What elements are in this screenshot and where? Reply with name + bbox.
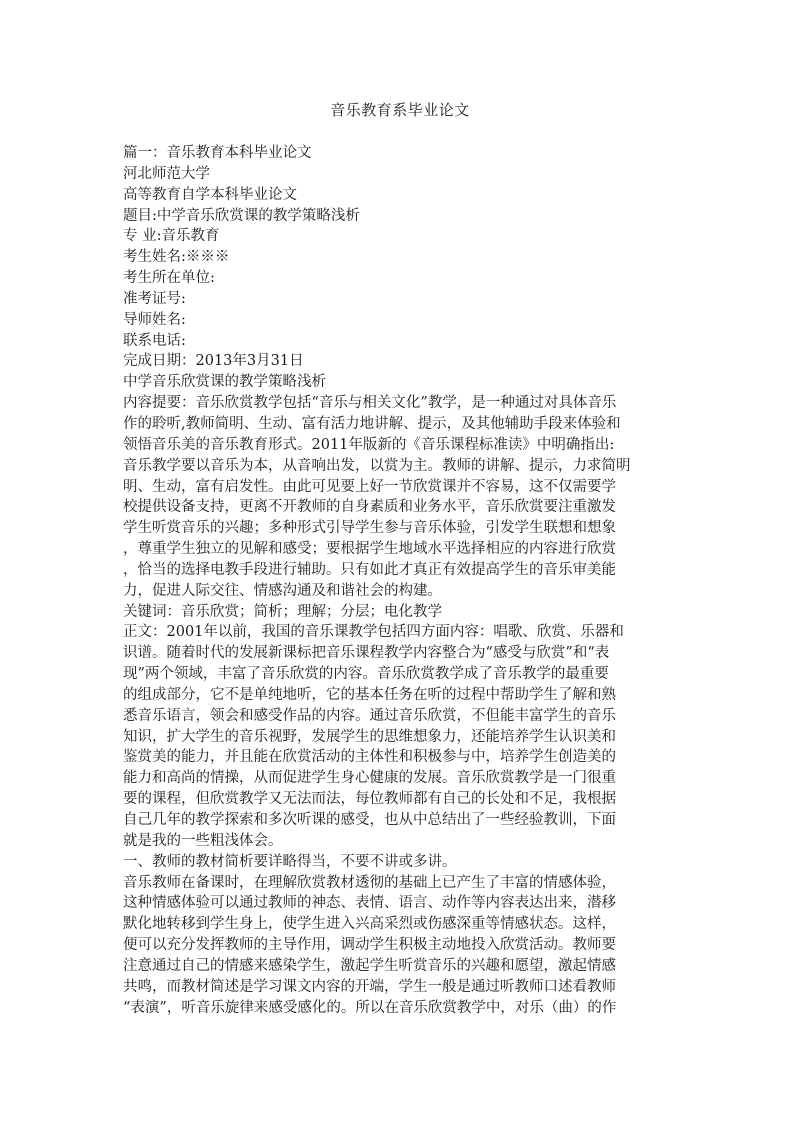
text-line: “表演”，听音乐旋律来感受感化的。所以在音乐欣赏教学中，对乐（曲）的作	[123, 999, 617, 1016]
text-line: 力，促进人际交往、情感沟通及和谐社会的构建。	[123, 582, 442, 599]
text-line: 考生姓名:※※※	[123, 249, 230, 266]
text-line: 导师姓名:	[123, 311, 186, 328]
text-line: 领悟音乐美的音乐教育形式。2011年版新的《音乐课程标准读》中明确指出:	[123, 436, 615, 453]
text-line: 知识，扩大学生的音乐视野，发展学生的思维想象力，还能培养学生认识美和	[123, 728, 616, 745]
text-line: 便可以充分发挥教师的主导作用，调动学生积极主动地投入欣赏活动。教师要	[123, 937, 616, 954]
text-line: 这种情感体验可以通过教师的神态、表情、语言、动作等内容表达出来，潜移	[123, 895, 616, 912]
text-line: 的组成部分，它不是单纯地听，它的基本任务在听的过程中帮助学生了解和熟	[123, 686, 616, 703]
document-title: 音乐教育系毕业论文	[330, 101, 470, 119]
text-line: 中学音乐欣赏课的教学策略浅析	[123, 374, 326, 391]
text-line: 一、教师的教材简析要详略得当，不要不讲或多讲。	[123, 853, 457, 870]
text-line: 题目:中学音乐欣赏课的教学策略浅析	[123, 207, 360, 224]
text-line: ，恰当的选择电教手段进行辅助。只有如此才真正有效提高学生的音乐审美能	[123, 561, 616, 578]
text-line: 专 业:音乐教育	[123, 228, 220, 245]
text-line: 联系电话:	[123, 332, 186, 349]
document-body	[123, 143, 687, 1018]
text-line: 音乐教师在备课时，在理解欣赏教材透彻的基础上已产生了丰富的情感体验，	[123, 874, 616, 891]
text-line: 悉音乐语言，领会和感受作品的内容。通过音乐欣赏，不但能丰富学生的音乐	[123, 707, 616, 724]
text-line: 完成日期：2013年3月31日	[123, 353, 304, 370]
text-line: 音乐教学要以音乐为本，从音响出发，以赏为主。教师的讲解、提示，力求简明	[123, 457, 631, 474]
text-line: 考生所在单位:	[123, 270, 215, 287]
text-line: 识谱。随着时代的发展新课标把音乐课程教学内容整合为“感受与欣赏”和“表	[123, 645, 610, 662]
text-line: 学生听赏音乐的兴趣；多种形式引导学生参与音乐体验，引发学生联想和想象	[123, 520, 616, 537]
text-line: 自己几年的教学探索和多次听课的感受，也从中总结出了一些经验教训，下面	[123, 812, 616, 828]
text-line: 校提供设备支持，更离不开教师的自身素质和业务水平，音乐欣赏要注重激发	[123, 499, 616, 516]
text-line: 共鸣，而教材简述是学习课文内容的开端，学生一般是通过听教师口述看教师	[123, 978, 616, 995]
text-line: 现”两个领域，丰富了音乐欣赏的内容。音乐欣赏教学成了音乐教学的最重要	[123, 666, 609, 683]
text-line: 关键词：音乐欣赏；简析；理解；分层；电化教学	[123, 603, 442, 620]
text-line: 正文：2001年以前，我国的音乐课教学包括四方面内容：唱歌、欣赏、乐器和	[123, 624, 624, 641]
text-line: 高等教育自学本科毕业论文	[123, 186, 297, 203]
text-line: 准考证号:	[123, 290, 186, 307]
text-line: 河北师范大学	[123, 165, 210, 182]
text-line: 作的聆听,教师简明、生动、富有活力地讲解、提示，及其他辅助手段来体验和	[123, 415, 621, 432]
text-line: 注意通过自己的情感来感染学生，激起学生听赏音乐的兴趣和愿望，激起情感	[123, 957, 616, 974]
text-line: 要的课程，但欣赏教学又无法而法，每位教师都有自己的长处和不足，我根据	[123, 791, 616, 808]
text-line: 能力和高尚的情操，从而促进学生身心健康的发展。音乐欣赏教学是一门很重	[123, 770, 616, 787]
text-line: 鉴赏美的能力，并且能在欣赏活动的主体性和积极参与中，培养学生创造美的	[123, 749, 616, 766]
text-line: 内容提要：音乐欣赏教学包括“音乐与相关文化”教学，是一种通过对具体音乐	[123, 395, 617, 412]
text-line: ，尊重学生独立的见解和感受；要根据学生地域水平选择相应的内容进行欣赏	[123, 541, 616, 558]
text-line: 明、生动，富有启发性。由此可见要上好一节欣赏课并不容易，这不仅需要学	[123, 478, 616, 495]
text-line: 就是我的一些粗浅体会。	[123, 832, 283, 849]
text-line: 默化地转移到学生身上，使学生进入兴高采烈或伤感深重等情感状态。这样，	[123, 916, 616, 933]
text-line: 篇一：音乐教育本科毕业论文	[123, 145, 312, 161]
